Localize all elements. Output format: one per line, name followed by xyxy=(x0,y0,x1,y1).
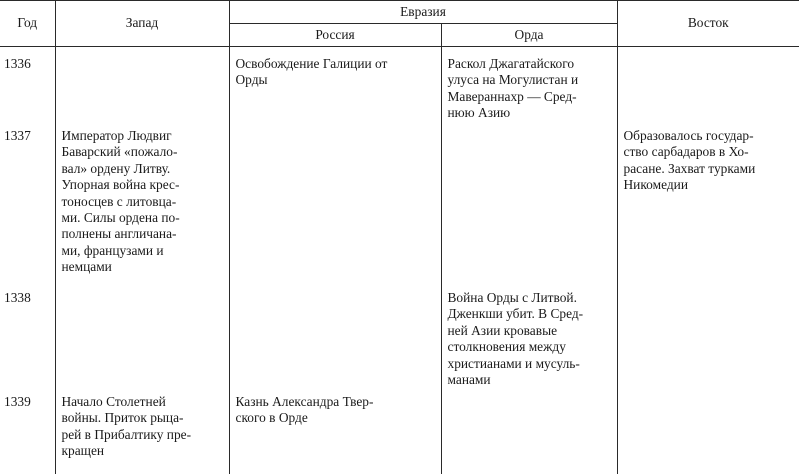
cell-line: Казнь Александра Твер- xyxy=(235,394,374,409)
header-russia: Россия xyxy=(229,24,441,47)
cell-line: Раскол Джагатайского xyxy=(447,56,575,71)
russia-cell xyxy=(229,394,441,474)
header-year: Год xyxy=(0,1,55,47)
header-horde: Орда xyxy=(441,24,617,47)
east-cell xyxy=(617,290,799,394)
table-row-1339 xyxy=(0,394,799,474)
cell-line: столкновения между xyxy=(447,339,566,355)
cell-line: Упорная война крес- xyxy=(61,177,180,193)
west-cell xyxy=(55,128,229,290)
cell-line: манами xyxy=(447,372,491,388)
cell-line: тоносцев с литовца- xyxy=(61,193,177,209)
cell-line: Мавераннахр — Сред- xyxy=(447,88,577,104)
west-cell xyxy=(55,56,229,128)
cell-line: улуса на Могулистан и xyxy=(447,72,579,88)
cell-line: христианами и мусуль- xyxy=(447,355,580,371)
header-row-top xyxy=(0,1,799,24)
year-cell: 1337 xyxy=(0,128,55,290)
cell-line: Император Людвиг xyxy=(61,128,172,143)
year-cell: 1339 xyxy=(0,394,55,474)
cell-line: Война Орды с Литвой. xyxy=(447,290,577,305)
year-cell: 1338 xyxy=(0,290,55,394)
cell-line: немцами xyxy=(61,259,112,275)
cell-line: Образовалось государ- xyxy=(623,128,754,143)
table-row-1338 xyxy=(0,290,799,394)
russia-cell xyxy=(229,56,441,128)
cell-line: рей в Прибалтику пре- xyxy=(61,426,192,442)
east-cell xyxy=(617,56,799,128)
horde-cell xyxy=(441,56,617,128)
cell-line: ней Азии кровавые xyxy=(447,322,558,338)
east-cell xyxy=(617,394,799,474)
russia-cell xyxy=(229,290,441,394)
year-cell: 1336 xyxy=(0,56,55,128)
table-row-1336 xyxy=(0,56,799,128)
horde-cell xyxy=(441,290,617,394)
cell-line: Начало Столетней xyxy=(61,394,166,409)
header-east: Восток xyxy=(617,1,799,47)
cell-line: полнены англичана- xyxy=(61,226,177,242)
russia-cell xyxy=(229,128,441,290)
table-row-1337 xyxy=(0,128,799,290)
cell-line: кращен xyxy=(61,443,105,459)
west-cell xyxy=(55,394,229,474)
cell-line: Орды xyxy=(235,72,268,88)
cell-line: Баварский «пожало- xyxy=(61,144,178,160)
cell-line: ского в Орде xyxy=(235,410,308,426)
cell-line: войны. Приток рыца- xyxy=(61,410,184,426)
cell-line: ство сарбадаров в Хо- xyxy=(623,144,749,160)
cell-line: ми, французами и xyxy=(61,242,164,258)
cell-line: Дженкши убит. В Сред- xyxy=(447,306,584,322)
cell-line: Освобождение Галиции от xyxy=(235,56,388,71)
header-west: Запад xyxy=(55,1,229,47)
cell-line: расане. Захват турками xyxy=(623,160,756,176)
spacer-row xyxy=(0,47,799,57)
header-eurasia: Евразия xyxy=(229,1,617,24)
cell-line: ми. Силы ордена по- xyxy=(61,210,180,226)
horde-cell xyxy=(441,128,617,290)
horde-cell xyxy=(441,394,617,474)
cell-line: вал» ордену Литву. xyxy=(61,160,171,176)
east-cell xyxy=(617,128,799,290)
west-cell xyxy=(55,290,229,394)
cell-line: нюю Азию xyxy=(447,105,511,121)
cell-line: Никомедии xyxy=(623,177,689,193)
